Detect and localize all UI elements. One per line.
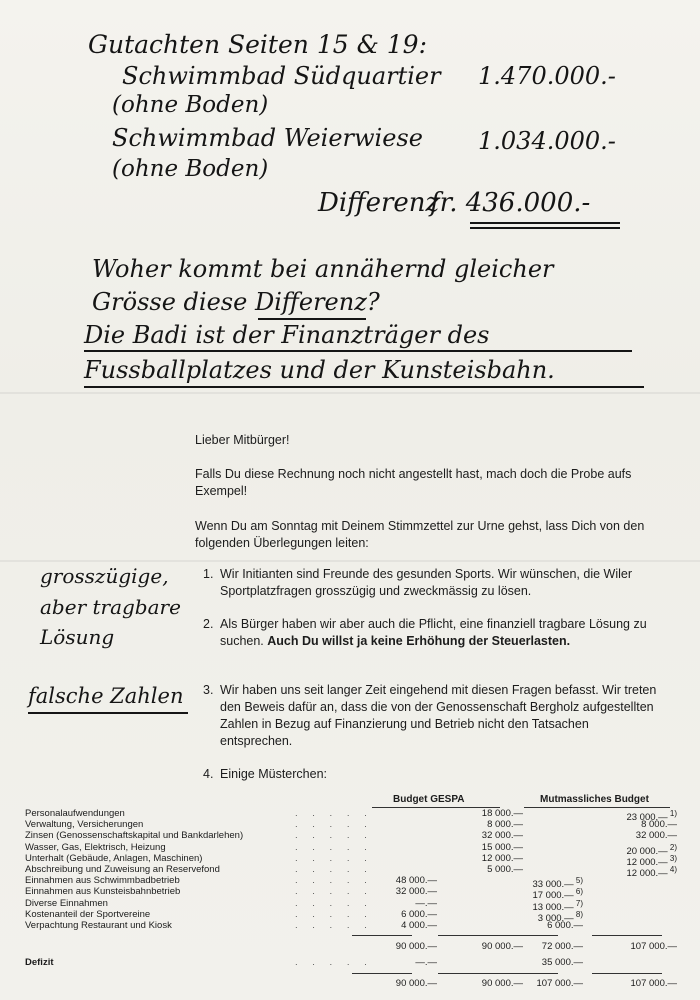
cell-m1: 3 000.— $^{8)}$ <box>537 909 583 924</box>
cell-m2: 32 000.— <box>635 830 677 842</box>
cell-g1: 90 000.— <box>395 978 437 990</box>
table-row <box>25 908 680 924</box>
total-rule <box>352 973 412 974</box>
leader-dots: . . . . . <box>295 897 373 909</box>
handwriting-statement: Fussballplatzes und der Kunsteisbahn. <box>84 356 555 384</box>
cell-g2: 32 000.— <box>481 830 523 842</box>
margin-note: aber tragbare <box>40 595 181 619</box>
handwriting-value: fr. 436.000.- <box>430 188 591 218</box>
cell-g2: 5 000.— <box>487 864 523 875</box>
underline <box>84 350 632 352</box>
cell-g1: —.— <box>415 957 437 969</box>
cell-m1: 33 000.— $^{5)}$ <box>532 876 583 891</box>
table-row <box>25 886 680 902</box>
row-label: Einnahmen aus Schwimmbadbetrieb <box>25 875 180 887</box>
point-1 <box>203 566 658 602</box>
footnote-ref: 5) <box>573 876 583 886</box>
table-row <box>25 841 680 857</box>
leader-dots: . . . . . <box>295 830 373 842</box>
row-label: Personalaufwendungen <box>25 808 125 819</box>
leader-dots: . . . . . <box>295 920 373 931</box>
cell-m1: 17 000.— $^{6)}$ <box>532 887 583 902</box>
cell-g1: —.— <box>415 897 437 909</box>
cell-m1: 13 000.— $^{7)}$ <box>532 898 583 913</box>
leader-dots: . . . . . <box>295 808 373 819</box>
table-row <box>25 920 680 931</box>
row-label: Verwaltung, Versicherungen <box>25 819 144 831</box>
cell-m1: 6 000.— <box>547 920 583 931</box>
point-text-bold: Auch Du willst ja keine Erhöhung der Steuerlasten. <box>267 634 571 648</box>
handwriting-statement: Die Badi ist der Finanzträger des <box>84 321 490 349</box>
point-number: 4. <box>203 767 214 781</box>
point-number: 1. <box>203 567 214 581</box>
total-rule <box>592 973 662 974</box>
cell-g1: 48 000.— <box>395 875 437 887</box>
cell-m1: 107 000.— <box>536 978 583 990</box>
point-text: Einige Müsterchen: <box>220 767 328 781</box>
cell-g1: 32 000.— <box>395 886 437 898</box>
urne-paragraph: Wenn Du am Sonntag mit Deinem Stimmzettel zur Urne gehst, lass Dich von den folgenden Überlegungen leiten: <box>195 519 645 550</box>
underline <box>84 386 644 388</box>
cell-g2: 90 000.— <box>481 978 523 990</box>
margin-note: Lösung <box>40 625 115 649</box>
point-2 <box>203 616 658 668</box>
leader-dots: . . . . . <box>295 841 373 853</box>
leader-dots: . . . . . <box>295 819 373 831</box>
footnote-ref: 3) <box>667 853 677 863</box>
cell-g2: 8 000.— <box>487 819 523 831</box>
handwriting-line: (ohne Boden) <box>112 92 269 118</box>
handwriting-question: Grösse diese Differenz? <box>92 288 380 316</box>
row-label: Defizit <box>25 957 54 969</box>
table-row <box>25 941 680 952</box>
row-label: Unterhalt (Gebäude, Anlagen, Maschinen) <box>25 852 203 864</box>
cell-m2: 107 000.— <box>630 941 677 953</box>
leader-dots: . . . . . <box>295 852 373 864</box>
point-number: 2. <box>203 617 214 631</box>
fold-line <box>0 560 700 562</box>
cell-m2: 23 000.— $^{1)}$ <box>626 809 677 824</box>
leader-dots: . . . . . <box>295 864 373 875</box>
handwriting-value: 1.470.000.- <box>478 62 616 90</box>
handwriting-value: 1.034.000.- <box>478 127 616 155</box>
table-row <box>25 830 680 841</box>
cell-m1: 35 000.— <box>541 957 583 969</box>
table-row <box>25 897 680 913</box>
table-header-mutmassliches: Mutmassliches Budget <box>540 794 649 805</box>
leader-dots: . . . . . <box>295 886 373 898</box>
row-label: Verpachtung Restaurant und Kiosk <box>25 920 172 931</box>
greeting: Lieber Mitbürger! <box>195 433 290 447</box>
footnote-ref: 8) <box>573 909 583 919</box>
table-row <box>25 819 680 830</box>
footnote-ref: 7) <box>573 898 583 908</box>
cell-g2: 18 000.— <box>481 808 523 819</box>
footnote-ref: 6) <box>573 887 583 897</box>
sum-rule <box>352 935 412 936</box>
point-text-normal: Als Bürger haben wir aber auch die Pflicht, eine finanziell tragbare Lösung zu suchen. <box>220 617 647 648</box>
sum-rule <box>498 935 558 936</box>
cell-m1: 72 000.— <box>541 941 583 953</box>
fold-line <box>0 392 700 394</box>
table-header-gespa: Budget GESPA <box>393 794 465 805</box>
sum-rule <box>438 935 498 936</box>
table-row <box>25 978 680 989</box>
point-number: 3. <box>203 683 214 697</box>
table-row <box>25 957 680 968</box>
cell-g2: 15 000.— <box>481 841 523 853</box>
cell-m2: 8 000.— <box>641 819 677 831</box>
point-3 <box>203 682 658 752</box>
cell-m2: 107 000.— <box>630 978 677 990</box>
row-label: Kostenanteil der Sportvereine <box>25 908 151 920</box>
cell-g1: 6 000.— <box>401 908 437 920</box>
point-4 <box>203 766 658 784</box>
footnote-ref: 2) <box>667 842 677 852</box>
point-text: Wir Initianten sind Freunde des gesunden Sports. Wir wünschen, die Wiler Sportplatzfragen grosszügig und zweckmässig zu lösen. <box>220 567 632 598</box>
double-underline <box>470 227 620 229</box>
table-row <box>25 852 680 868</box>
footnote-ref: 1) <box>667 809 677 818</box>
leader-dots: . . . . . <box>295 908 373 920</box>
table-row <box>25 864 680 880</box>
cell-g2: 90 000.— <box>481 941 523 953</box>
handwriting-label: Differenz <box>318 188 440 218</box>
underline <box>258 318 366 320</box>
double-underline <box>470 222 620 224</box>
table-row <box>25 875 680 891</box>
cell-m2: 20 000.— $^{2)}$ <box>626 842 677 857</box>
row-label: Wasser, Gas, Elektrisch, Heizung <box>25 841 166 853</box>
table-row <box>25 808 680 824</box>
cell-g2: 12 000.— <box>481 852 523 864</box>
row-label: Diverse Einnahmen <box>25 897 108 909</box>
row-label: Einnahmen aus Kunsteisbahnbetrieb <box>25 886 181 898</box>
point-text <box>220 616 658 650</box>
cell-m2: 12 000.— $^{3)}$ <box>626 853 677 868</box>
total-rule <box>438 973 498 974</box>
row-label: Zinsen (Genossenschaftskapital und Bankdarlehen) <box>25 830 244 842</box>
total-rule <box>498 973 558 974</box>
sum-rule <box>592 935 662 936</box>
handwriting-line: Gutachten Seiten 15 & 19: <box>88 30 428 59</box>
cell-g1: 90 000.— <box>395 941 437 953</box>
handwriting-line: Schwimmbad Weierwiese <box>112 124 423 152</box>
footnote-ref: 4) <box>667 865 677 874</box>
underline <box>28 712 188 714</box>
point-text: Wir haben uns seit langer Zeit eingehend mit diesen Fragen befasst. Wir treten den Beweis dafür an, dass die von der Genossenschaft Bergholz aufgestellten Zahlen in Bezug auf Finanzierung und Betrieb nicht den Tatsachen entsprechen. <box>220 683 657 748</box>
intro-paragraph: Falls Du diese Rechnung noch nicht angestellt hast, mach doch die Probe aufs Exempel! <box>195 467 632 498</box>
handwriting-question: Woher kommt bei annähernd gleicher <box>92 255 554 283</box>
leader-dots: . . . . . <box>295 875 373 887</box>
leader-dots: . . . . . <box>295 957 373 969</box>
cell-m2: 12 000.— $^{4)}$ <box>626 865 677 880</box>
row-label: Abschreibung und Zuweisung an Reservefond <box>25 864 220 875</box>
handwriting-line: Schwimmbad Südquartier <box>122 62 441 90</box>
cell-g1: 4 000.— <box>401 920 437 931</box>
margin-note: falsche Zahlen <box>28 684 184 708</box>
margin-note: grosszügige, <box>40 564 169 588</box>
handwriting-line: (ohne Boden) <box>112 156 269 182</box>
